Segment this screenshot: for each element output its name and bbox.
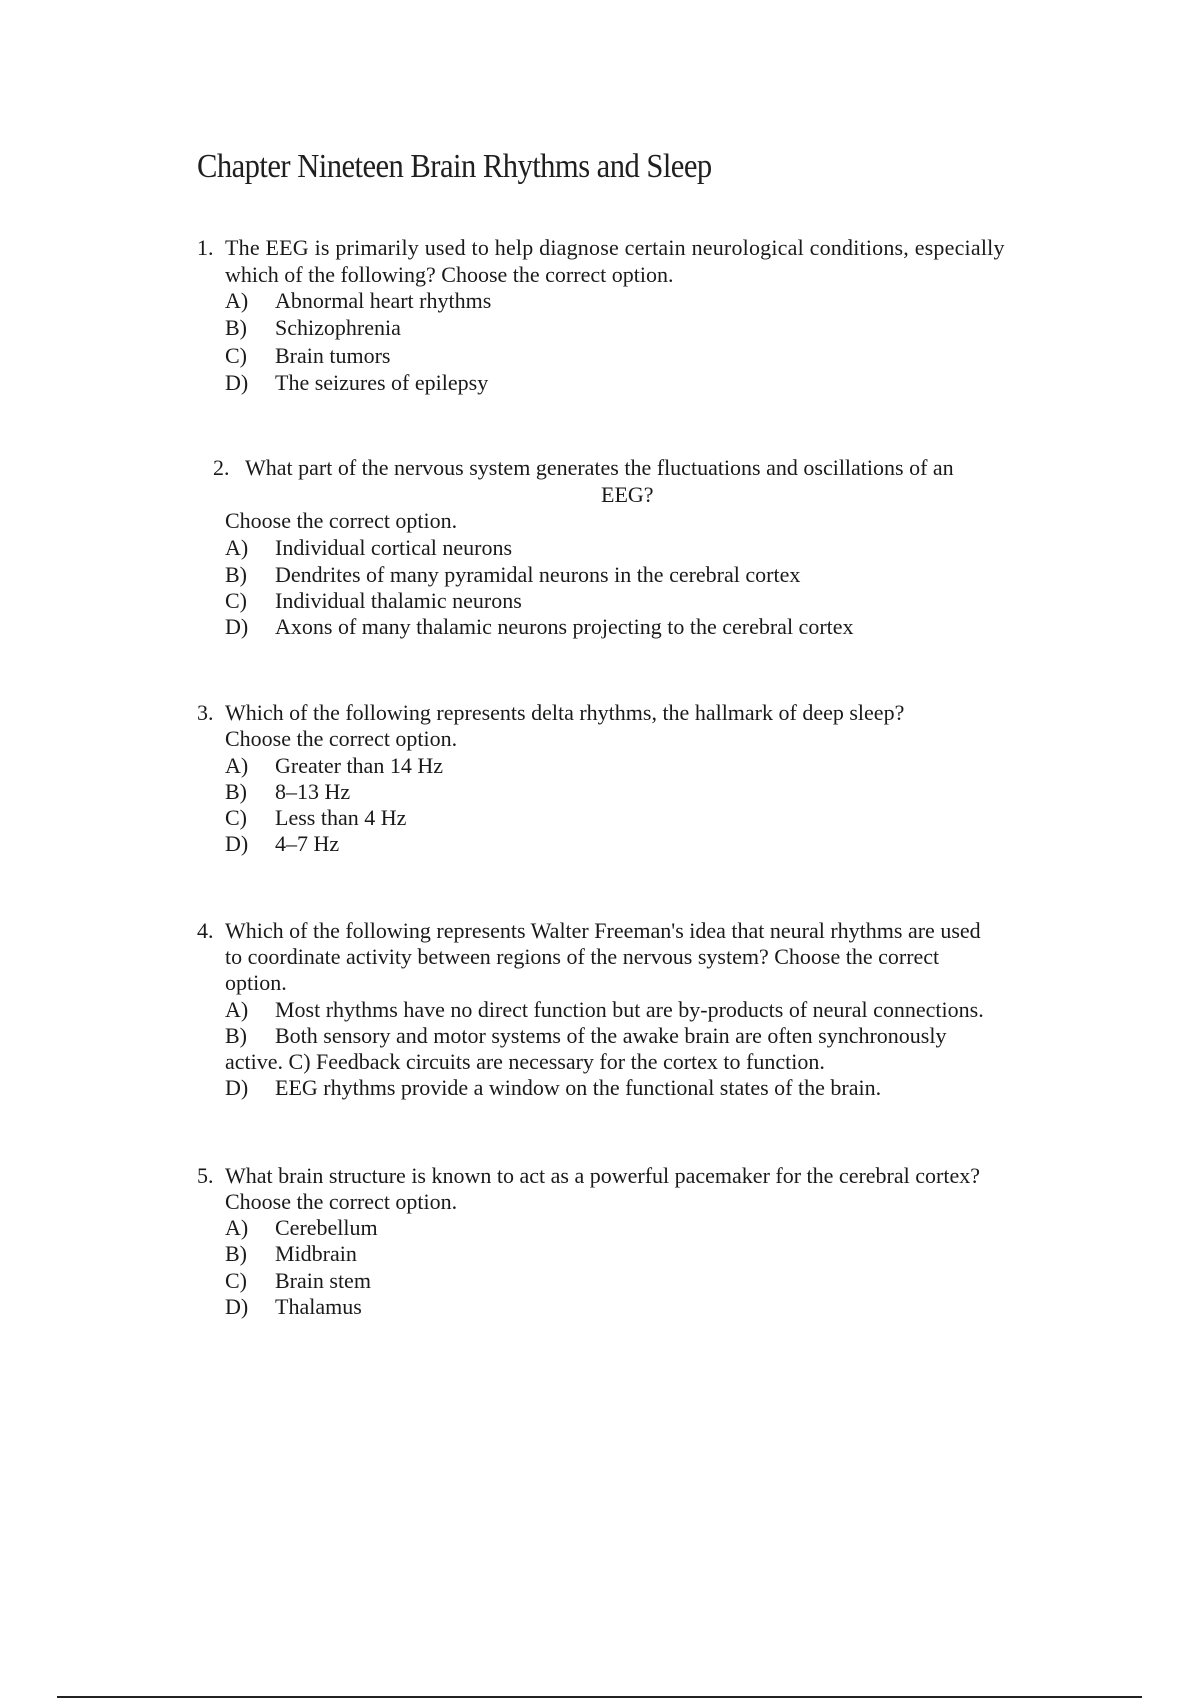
option-a: A) Individual cortical neurons — [225, 535, 513, 560]
option-b: B) Both sensory and motor systems of the awake brain are often synchronously — [225, 1023, 947, 1048]
option-c: C) Less than 4 Hz — [225, 805, 407, 830]
question-number: 5. — [197, 1163, 214, 1188]
option-a: A) Most rhythms have no direct function but are by-products of neural connections. — [225, 997, 984, 1022]
option-c: C) Individual thalamic neurons — [225, 588, 522, 613]
question-text-line: which of the following? Choose the correct option. — [225, 262, 674, 287]
option-a: A) Cerebellum — [225, 1215, 378, 1240]
question-number: 2. — [213, 455, 230, 480]
option-b: B) Schizophrenia — [225, 315, 401, 340]
option-d: D) 4–7 Hz — [225, 831, 340, 856]
option-b: B) Midbrain — [225, 1241, 357, 1266]
bottom-rule — [57, 1696, 1142, 1698]
option-d: D) Axons of many thalamic neurons projecting to the cerebral cortex — [225, 614, 854, 639]
question-number: 1. — [197, 235, 214, 260]
option-c-wrapped: active. C) Feedback circuits are necessary for the cortex to function. — [225, 1049, 825, 1074]
option-b: B) 8–13 Hz — [225, 779, 351, 804]
question-text-line: option. — [225, 970, 287, 995]
question-text-line: The EEG is primarily used to help diagnose certain neurological conditions, especially — [225, 235, 1005, 260]
option-d: D) EEG rhythms provide a window on the functional states of the brain. — [225, 1075, 882, 1100]
question-text-line: Which of the following represents delta rhythms, the hallmark of deep sleep? — [225, 700, 905, 725]
question-number: 3. — [197, 700, 214, 725]
question-text-line: Choose the correct option. — [225, 508, 458, 533]
question-number: 4. — [197, 918, 214, 943]
option-a: A) Greater than 14 Hz — [225, 753, 443, 778]
question-text-line: Choose the correct option. — [225, 726, 458, 751]
option-b: B) Dendrites of many pyramidal neurons in the cerebral cortex — [225, 562, 801, 587]
question-text-line: EEG? — [601, 482, 654, 507]
question-text-line: What brain structure is known to act as a powerful pacemaker for the cerebral cortex? — [225, 1163, 980, 1188]
option-c: C) Brain tumors — [225, 343, 391, 368]
question-text-line: to coordinate activity between regions of the nervous system? Choose the correct — [225, 944, 940, 969]
question-text-line: Which of the following represents Walter Freeman's idea that neural rhythms are used — [225, 918, 981, 943]
option-d: D) The seizures of epilepsy — [225, 370, 489, 395]
question-text-line: Choose the correct option. — [225, 1189, 458, 1214]
option-d: D) Thalamus — [225, 1294, 362, 1319]
page-title: Chapter Nineteen Brain Rhythms and Sleep — [197, 148, 712, 185]
option-a: A) Abnormal heart rhythms — [225, 288, 492, 313]
option-c: C) Brain stem — [225, 1268, 371, 1293]
question-text-line: What part of the nervous system generates the fluctuations and oscillations of an — [245, 455, 954, 480]
